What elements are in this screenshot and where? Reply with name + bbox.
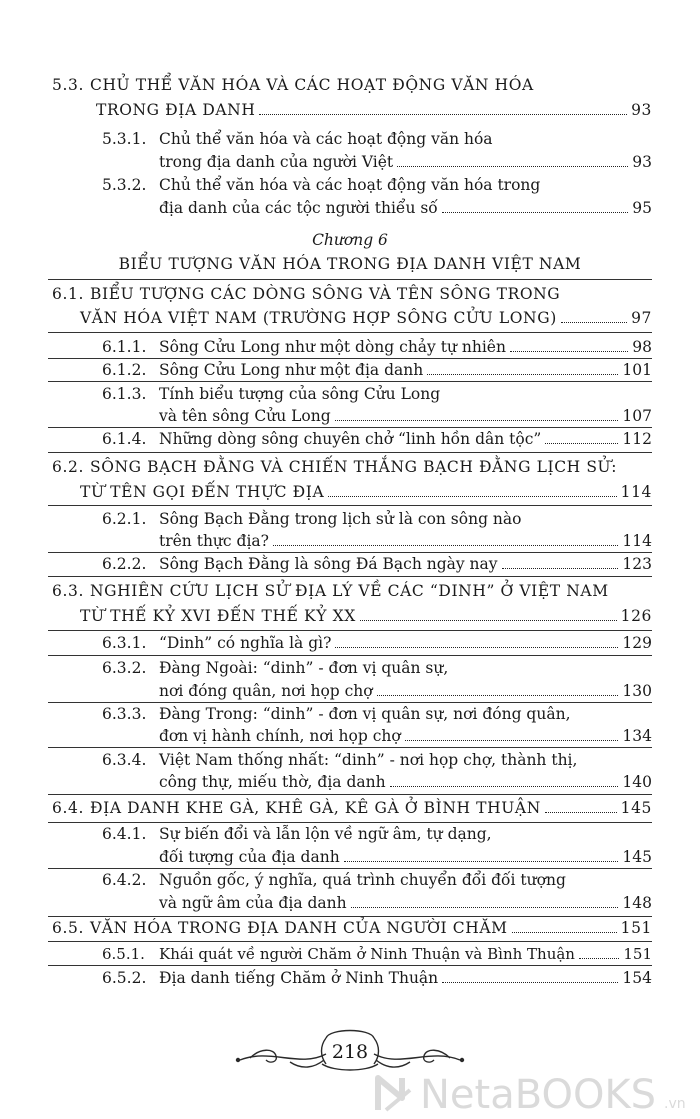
page-ref: 126 <box>620 607 652 625</box>
dot-leader <box>328 496 616 497</box>
subsection-title: Chủ thể văn hóa và các hoạt động văn hóa <box>159 130 493 148</box>
page-number: 218 <box>331 1041 369 1063</box>
toc-subsection-cont <box>159 680 652 702</box>
divider <box>48 941 652 942</box>
subsection-title: Sông Bạch Đằng là sông Đá Bạch ngày nay <box>159 555 498 573</box>
toc-section-cont <box>96 99 652 121</box>
subsection-number: 6.2.2. <box>102 555 147 573</box>
watermark-brand: NetaBOOKS <box>420 1072 657 1114</box>
page-ref: 93 <box>631 101 652 119</box>
subsection-number: 6.3.2. <box>102 659 147 677</box>
subsection-title: Tính biểu tượng của sông Cửu Long <box>159 385 441 403</box>
toc-subsection <box>102 428 652 450</box>
subsection-title: Việt Nam thống nhất: “dinh” - nơi họp chợ, thành thị, <box>159 751 578 769</box>
subsection-number: 5.3.1. <box>102 130 147 148</box>
dot-leader <box>512 932 617 933</box>
dot-leader <box>397 166 628 167</box>
page-ref: 98 <box>632 338 652 356</box>
section-number: 6.3. <box>52 582 84 600</box>
dot-leader <box>335 647 618 648</box>
subsection-title: Nguồn gốc, ý nghĩa, quá trình chuyển đổi đối tượng <box>159 871 566 889</box>
page-ref: 114 <box>620 483 652 501</box>
dot-leader <box>259 114 627 115</box>
chapter-number: Chương 6 <box>312 231 388 249</box>
subsection-title: địa danh của các tộc người thiểu số <box>159 199 438 217</box>
toc-subsection-cont <box>159 151 652 173</box>
page-ref: 93 <box>632 153 652 171</box>
page-ref: 123 <box>622 555 652 573</box>
dot-leader <box>442 982 618 983</box>
divider <box>48 505 652 506</box>
divider <box>48 576 652 577</box>
dot-leader <box>545 443 618 444</box>
subsection-title: Những dòng sông chuyên chở “linh hồn dân tộc” <box>159 430 542 448</box>
subsection-title: nơi đóng quân, nơi họp chợ <box>159 682 373 700</box>
toc-subsection-cont <box>159 771 652 793</box>
page-ref: 97 <box>631 309 652 327</box>
subsection-number: 6.5.1. <box>102 945 145 963</box>
divider <box>48 381 652 382</box>
toc-section <box>52 456 652 478</box>
subsection-number: 6.3.3. <box>102 705 147 723</box>
toc-subsection-cont <box>159 405 652 427</box>
subsection-title: “Dinh” có nghĩa là gì? <box>159 634 332 652</box>
page-ref: 95 <box>632 199 652 217</box>
subsection-number: 6.3.4. <box>102 751 147 769</box>
divider <box>48 794 652 795</box>
toc-subsection <box>102 508 652 530</box>
subsection-title: đơn vị hành chính, nơi họp chợ <box>159 727 401 745</box>
section-title: NGHIÊN CỨU LỊCH SỬ ĐỊA LÝ VỀ CÁC “DINH” Ở VIỆT NAM <box>89 582 609 600</box>
subsection-number: 6.1.4. <box>102 430 147 448</box>
toc-subsection <box>102 174 652 196</box>
toc-section <box>52 917 652 939</box>
toc-section <box>52 283 652 305</box>
subsection-title: trên thực địa? <box>159 532 269 550</box>
toc-subsection <box>102 749 652 771</box>
toc-subsection <box>102 943 652 965</box>
subsection-title: Khái quát về người Chăm ở Ninh Thuận và Bình Thuận <box>159 945 575 963</box>
toc-subsection-cont <box>159 725 652 747</box>
divider <box>48 452 652 453</box>
subsection-title: Sông Cửu Long như một địa danh <box>159 361 424 379</box>
subsection-number: 6.1.3. <box>102 385 147 403</box>
section-title: TỪ TÊN GỌI ĐẾN THỰC ĐỊA <box>80 483 325 501</box>
toc-subsection <box>102 703 652 725</box>
dot-leader <box>377 695 619 696</box>
section-title: SÔNG BẠCH ĐẰNG VÀ CHIẾN THẮNG BẠCH ĐẰNG LỊCH SỬ: <box>89 458 618 476</box>
page-ref: 130 <box>622 682 652 700</box>
toc-section <box>52 580 652 602</box>
toc-subsection <box>102 128 652 150</box>
page-ref: 151 <box>623 945 652 963</box>
toc-subsection <box>102 823 652 845</box>
section-number: 5.3. <box>52 76 84 94</box>
dot-leader <box>442 212 628 213</box>
subsection-title: Địa danh tiếng Chăm ở Ninh Thuận <box>159 969 439 987</box>
subsection-title: và tên sông Cửu Long <box>159 407 331 425</box>
section-number: 6.4. <box>52 799 84 817</box>
divider <box>48 630 652 631</box>
dot-leader <box>510 351 628 352</box>
toc-subsection-cont <box>159 197 652 219</box>
subsection-title: Sông Bạch Đằng trong lịch sử là con sông nào <box>159 510 522 528</box>
subsection-number: 5.3.2. <box>102 176 147 194</box>
watermark-suffix: .vn <box>664 1096 686 1112</box>
subsection-title: Đàng Ngoài: “dinh” - đơn vị quân sự, <box>159 659 449 677</box>
subsection-number: 6.1.2. <box>102 361 147 379</box>
dot-leader <box>360 620 617 621</box>
section-title: VĂN HÓA TRONG ĐỊA DANH CỦA NGƯỜI CHĂM <box>89 919 508 937</box>
divider <box>48 655 652 656</box>
divider <box>48 747 652 748</box>
divider <box>48 965 652 966</box>
dot-leader <box>579 958 619 959</box>
toc-subsection-cont <box>159 846 652 868</box>
section-title: TRONG ĐỊA DANH <box>96 101 256 119</box>
dot-leader <box>405 740 619 741</box>
section-title: VĂN HÓA VIỆT NAM (TRƯỜNG HỢP SÔNG CỬU LONG) <box>80 309 557 327</box>
section-number: 6.1. <box>52 285 84 303</box>
subsection-title: Chủ thể văn hóa và các hoạt động văn hóa trong <box>159 176 541 194</box>
toc-section-cont <box>80 605 652 627</box>
dot-leader <box>344 861 619 862</box>
subsection-title: đối tượng của địa danh <box>159 848 340 866</box>
subsection-number: 6.3.1. <box>102 634 147 652</box>
toc-subsection-cont <box>159 530 652 552</box>
toc-subsection <box>102 336 652 358</box>
page-ref: 145 <box>622 848 652 866</box>
netabooks-logo-icon <box>378 1078 410 1110</box>
divider <box>48 332 652 333</box>
subsection-number: 6.1.1. <box>102 338 147 356</box>
chapter-title: BIỂU TƯỢNG VĂN HÓA TRONG ĐỊA DANH VIỆT NAM <box>118 255 582 273</box>
page-ref: 114 <box>622 532 652 550</box>
toc-subsection <box>102 632 652 654</box>
dot-leader <box>545 812 617 813</box>
page-ref: 151 <box>620 919 652 937</box>
toc-subsection-cont <box>159 892 652 914</box>
section-title: TỪ THẾ KỶ XVI ĐẾN THẾ KỶ XX <box>80 607 356 625</box>
page-ref: 154 <box>622 969 652 987</box>
subsection-title: công thự, miếu thờ, địa danh <box>159 773 386 791</box>
page-ref: 134 <box>622 727 652 745</box>
page-ref: 101 <box>622 361 652 379</box>
subsection-title: trong địa danh của người Việt <box>159 153 394 171</box>
page-ref: 148 <box>622 894 652 912</box>
page-ref: 129 <box>622 634 652 652</box>
page-ref: 112 <box>622 430 652 448</box>
page-number-ornament <box>230 1018 470 1078</box>
subsection-number: 6.4.1. <box>102 825 147 843</box>
dot-leader <box>502 568 619 569</box>
dot-leader <box>427 374 618 375</box>
subsection-number: 6.2.1. <box>102 510 147 528</box>
toc-subsection <box>102 553 652 575</box>
toc-subsection <box>102 967 652 989</box>
toc-section <box>52 797 652 819</box>
toc-subsection <box>102 383 652 405</box>
subsection-title: và ngữ âm của địa danh <box>159 894 347 912</box>
subsection-number: 6.5.2. <box>102 969 147 987</box>
toc-subsection <box>102 657 652 679</box>
dot-leader <box>351 907 619 908</box>
subsection-title: Sông Cửu Long như một dòng chảy tự nhiên <box>159 338 506 356</box>
toc-section-cont <box>80 481 652 503</box>
dot-leader <box>390 786 619 787</box>
page-ref: 107 <box>622 407 652 425</box>
toc-subsection <box>102 869 652 891</box>
dot-leader <box>273 545 618 546</box>
section-title: CHỦ THỂ VĂN HÓA VÀ CÁC HOẠT ĐỘNG VĂN HÓA <box>89 76 534 94</box>
page-ref: 140 <box>622 773 652 791</box>
dot-leader <box>561 322 627 323</box>
netabooks-watermark <box>372 1070 692 1114</box>
section-title: BIỂU TƯỢNG CÁC DÒNG SÔNG VÀ TÊN SÔNG TRONG <box>89 285 561 303</box>
subsection-title: Sự biến đổi và lẫn lộn về ngữ âm, tự dạng, <box>159 825 492 843</box>
dot-leader <box>335 420 619 421</box>
subsection-title: Đàng Trong: “dinh” - đơn vị quân sự, nơi đóng quân, <box>159 705 571 723</box>
section-number: 6.2. <box>52 458 84 476</box>
subsection-number: 6.4.2. <box>102 871 147 889</box>
section-number: 6.5. <box>52 919 84 937</box>
toc-section <box>52 74 652 96</box>
divider <box>48 279 652 280</box>
section-title: ĐỊA DANH KHE GÀ, KHÊ GÀ, KÊ GÀ Ở BÌNH THUẬN <box>89 799 541 817</box>
page-ref: 145 <box>620 799 652 817</box>
toc-section-cont <box>80 307 652 329</box>
toc-subsection <box>102 359 652 381</box>
